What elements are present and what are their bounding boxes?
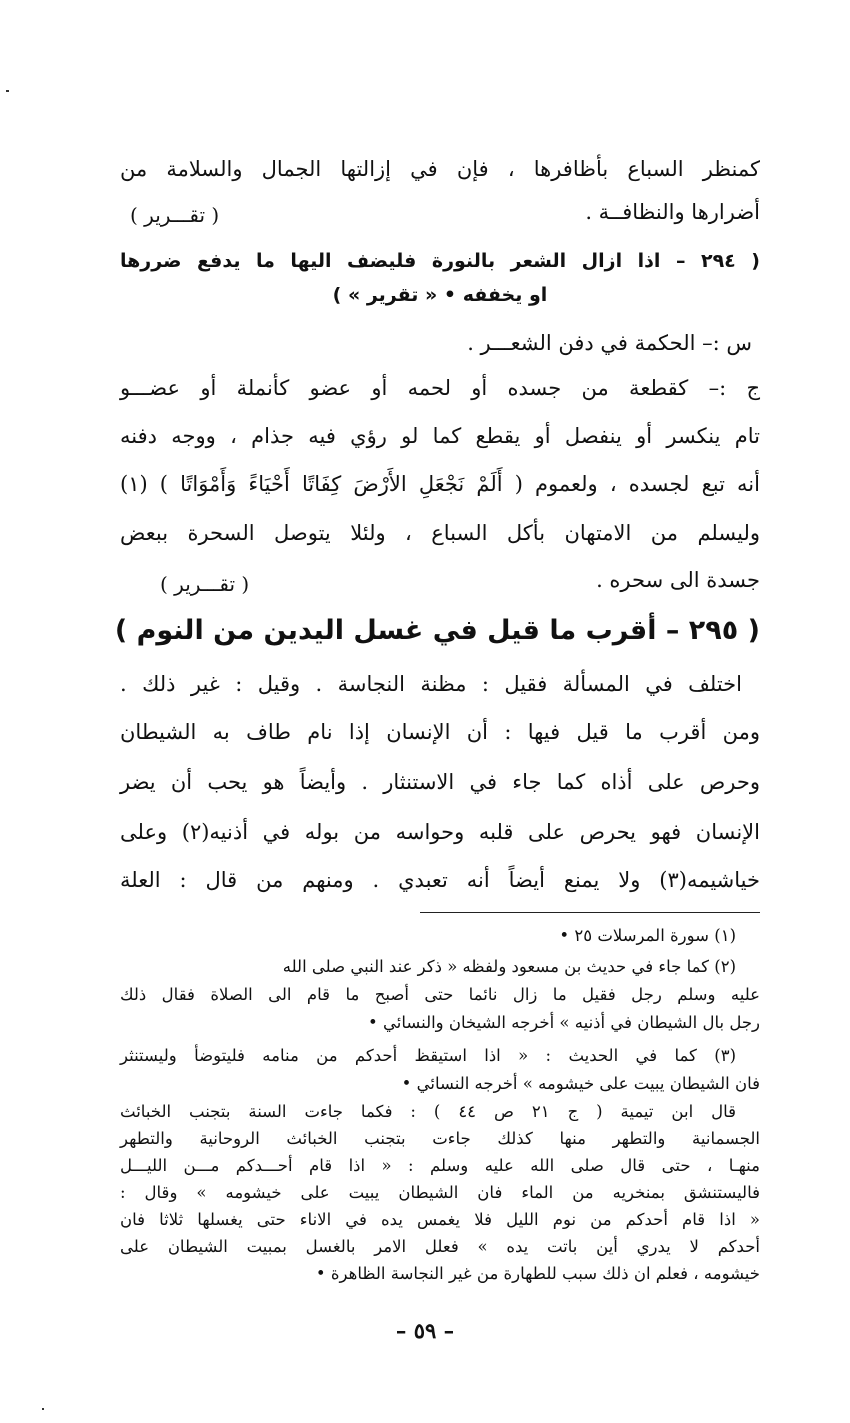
answer-line: جسدة الى سحره . [596,568,760,592]
report-tag: ( تقـــرير ) [160,572,250,596]
answer-line: وليسلم من الامتهان بأكل السباع ، ولئلا يتوصل السحرة ببعض [120,521,760,545]
paragraph-line: ومن أقرب ما قيل فيها : أن الإنسان إذا نام طاف به الشيطان [120,720,760,744]
footnote-ibn-taymiyya-line: أحدكم لا يدري أين باتت يده » فعلل الامر بالغسل بمبيت الشيطان على [120,1237,760,1256]
page-number: – ٥٩ – [395,1318,455,1343]
section-heading-295: ( ٢٩٥ – أقرب ما قيل في غسل اليدين من النوم ) [114,615,760,646]
footnote-divider [420,912,760,913]
footnote-ibn-taymiyya-line: منهـا ، حتى قال صلى الله عليه وسلم : « اذا قام أحـــدكم مـــن الليـــل [120,1156,760,1175]
footnote-2: (٢) كما جاء في حديث بن مسعود ولفظه « ذكر عند النبي صلى الله [282,957,736,976]
paragraph-line: الإنسان فهو يحرص على قلبه وحواسه من بوله في أذنيه(٢) وعلى [120,820,760,844]
paragraph-line: وحرص على أذاه كما جاء في الاستنثار . وأيضاً هو يحب أن يضر [120,770,760,794]
footnote-3: (٣) كما في الحديث : « اذا استيقظ أحدكم من منامه فليتوضأ وليستنثر [120,1046,736,1065]
footnote-ibn-taymiyya-line: الجسمانية والتطهر منها كذلك جاءت بتجنب الخبائث الروحانية والتطهر [120,1129,760,1148]
footnote-2-line: عليه وسلم رجل فقيل ما زال نائما حتى أصبح ما قام الى الصلاة فقال ذلك [120,985,760,1004]
answer-line: ج :– كقطعة من جسده أو لحمه أو عضو كأنملة أو عضـــو [120,376,760,400]
report-tag: ( تقـــرير ) [130,203,220,227]
question-line: س :– الحكمة في دفن الشعـــر . [467,331,752,355]
answer-line: تام ينكسر أو ينفصل أو يقطع كما لو رؤي فيه جذام ، ووجه دفنه [120,424,760,448]
footnote-ibn-taymiyya-line: « اذا قام أحدكم من نوم الليل فلا يغمس يده في الاناء حتى يغسلها ثلاثا فان [120,1210,760,1229]
footnote-ibn-taymiyya-line: فاليستنشق بمنخريه من الماء فان الشيطان يبيت على خيشومه » وقال : [120,1183,760,1202]
text-line: أضرارها والنظافــة . [585,200,760,224]
paragraph-line: خياشيمه(٣) ولا يمنع أيضاً أنه تعبدي . ومنهم من قال : العلة [120,868,760,892]
scan-speck [42,1408,44,1410]
footnote-2-line: رجل بال الشيطان في أذنيه » أخرجه الشيخان والنسائي • [368,1013,760,1032]
footnote-ibn-taymiyya-line: خيشومه ، فعلم ان ذلك سبب للطهارة من غير النجاسة الظاهرة • [315,1264,760,1283]
answer-line: أنه تبع لجسده ، ولعموم ( أَلَمْ نَجْعَلِ الأَرْضَ كِفَاتًا أَحْيَاءً وَأَمْوَاتًا ) (١) [120,472,760,496]
footnote-3-line: فان الشيطان يبيت على خيشومه » أخرجه النسائي • [401,1074,760,1093]
scan-speck [6,90,9,92]
paragraph-line: اختلف في المسألة فقيل : مظنة النجاسة . وقيل : غير ذلك . [120,672,742,696]
section-heading-294-continued: او يخففه • « تقرير » ) [332,284,548,306]
text-line: كمنظر السباع بأظافرها ، فإن في إزالتها الجمال والسلامة من [120,157,760,181]
footnote-1: (١) سورة المرسلات ٢٥ • [559,926,736,945]
footnote-ibn-taymiyya: قال ابن تيمية ( ج ٢١ ص ٤٤ ) : فكما جاءت السنة بتجنب الخبائث [120,1102,737,1121]
section-heading-294: ( ٢٩٤ – اذا ازال الشعر بالنورة فليضف اليها ما يدفع ضررها [120,250,760,272]
